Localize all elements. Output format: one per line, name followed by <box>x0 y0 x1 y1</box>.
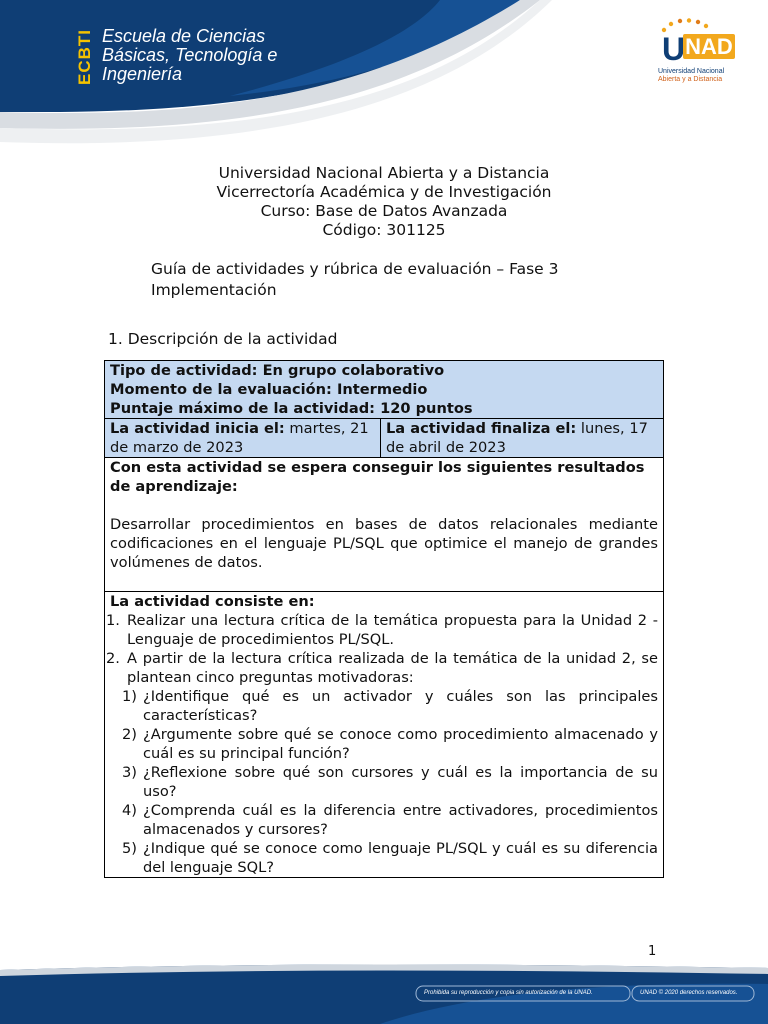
activity-meta <box>105 361 664 419</box>
guide-title: Guía de actividades y rúbrica de evaluación – Fase 3 Implementación <box>151 260 559 299</box>
logo-subtitle: Universidad Nacional Abierta y a Distancia <box>658 68 725 83</box>
section-title: 1. Descripción de la actividad <box>108 330 338 348</box>
list-item: 5) ¿Indique qué se conoce como lenguaje PL/SQL y cuál es su diferencia del lenguaje SQL? <box>122 840 658 876</box>
start-date-value: martes, 21 de marzo de 2023 <box>110 420 369 456</box>
end-date-label: La actividad finaliza el: <box>386 420 577 437</box>
learning-outcomes-heading: Con esta actividad se espera conseguir los siguientes resultados de aprendizaje: <box>110 459 645 495</box>
course-code: Código: 301125 <box>322 221 446 239</box>
list-item: 2. A partir de la lectura crítica realizada de la temática de la unidad 2, se plantean cinco preguntas motivadoras: 1) ¿Identifique qué es un activador y cuáles son las principales características? 2) ¿Argumente sobre qué se conoce como procedimiento almacenado y cuál es su principal función? 3) ¿Reflexione sobre qué son cursores y cuál es la importancia de su uso? 4) ¿Comprenda cuál es la diferencia entre activadores, procedimientos almacenados y cursores? 5) ¿Indique qué se conoce como lenguaje PL/SQL y cuál es su diferencia del lenguaje SQL? <box>106 650 658 876</box>
learning-outcomes-text: Desarrollar procedimientos en bases de datos relacionales mediante codificaciones en el lenguaje PL/SQL que optimice el manejo de grandes volúmenes de datos. <box>110 516 658 571</box>
list-item: 3) ¿Reflexione sobre qué son cursores y cuál es la importancia de su uso? <box>122 764 658 800</box>
page-number: 1 <box>648 944 657 959</box>
list-item: 4) ¿Comprenda cuál es la diferencia entre activadores, procedimientos almacenados y cursores? <box>122 802 658 838</box>
page-footer <box>0 960 768 1024</box>
logo-wordmark: UNAD <box>662 31 733 67</box>
school-name-line: Básicas, Tecnología e <box>102 45 278 65</box>
vicerrectoria: Vicerrectoría Académica y de Investigación <box>216 183 552 201</box>
questions-list <box>106 687 658 877</box>
evaluation-moment: Momento de la evaluación: Intermedio <box>110 381 428 398</box>
rights-notice: UNAD © 2020 derechos reservados. <box>640 990 738 996</box>
school-name-line: Ingeniería <box>102 64 183 84</box>
start-date-label: La actividad inicia el: <box>110 420 285 437</box>
start-date-cell <box>105 419 381 458</box>
end-date-value: lunes, 17 de abril de 2023 <box>386 420 648 456</box>
unad-logo <box>658 18 744 90</box>
learning-outcomes-cell <box>105 458 664 592</box>
activity-type: Tipo de actividad: En grupo colaborativo <box>110 362 445 379</box>
course-name: Curso: Base de Datos Avanzada <box>260 202 508 220</box>
activity-steps-list <box>106 611 658 877</box>
university-name: Universidad Nacional Abierta y a Distancia <box>218 164 550 182</box>
list-item: 1. Realizar una lectura crítica de la temática propuesta para la Unidad 2 - Lenguaje de procedimientos PL/SQL. <box>106 612 658 648</box>
list-item: 1) ¿Identifique qué es un activador y cuáles son las principales características? <box>122 688 658 724</box>
school-name <box>102 27 302 84</box>
activity-table <box>104 360 664 878</box>
document-titles <box>0 164 768 240</box>
activity-steps-cell <box>105 592 664 878</box>
copyright-notice: Prohibida su reproducción y copia sin autorización de la UNAD. <box>424 990 593 996</box>
end-date-cell <box>381 419 664 458</box>
ecbti-vertical-label: ECBTI <box>75 29 94 85</box>
max-score: Puntaje máximo de la actividad: 120 puntos <box>110 400 473 417</box>
school-name-line: Escuela de Ciencias <box>102 26 266 46</box>
page-header <box>0 0 768 150</box>
activity-steps-heading: La actividad consiste en: <box>110 593 315 610</box>
list-item: 2) ¿Argumente sobre qué se conoce como procedimiento almacenado y cuál es su principal función? <box>122 726 658 762</box>
